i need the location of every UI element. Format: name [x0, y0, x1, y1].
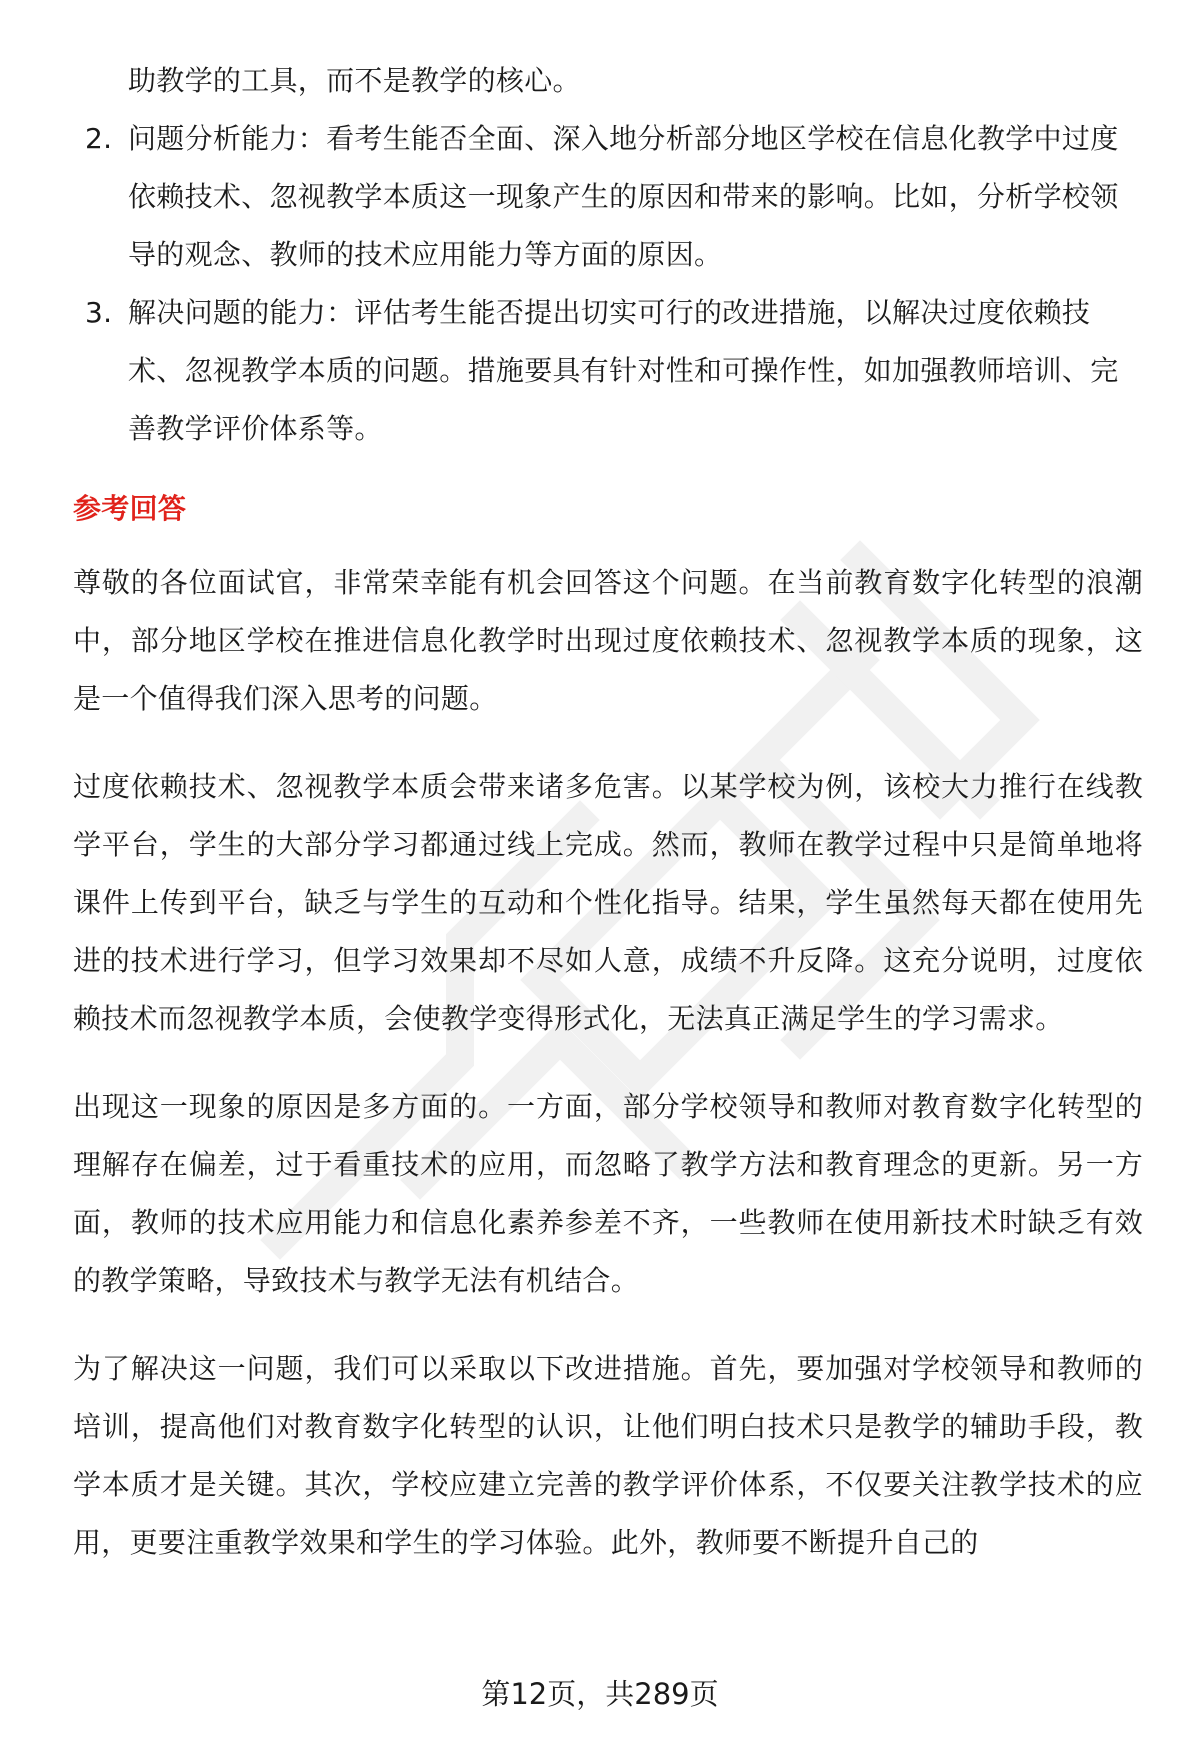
list-item-text: 解决问题的能力：评估考生能否提出切实可行的改进措施，以解决过度依赖技术、忽视教学本质的问题。措施要具有针对性和可操作性，如加强教师培训、完善教学评价体系等。 [128, 296, 1119, 445]
list-continuation: 助教学的工具，而不是教学的核心。 [128, 64, 581, 97]
page-number-footer: 第12页，共289页 [481, 1677, 719, 1711]
document-body [73, 52, 1143, 1602]
paragraph: 尊敬的各位面试官，非常荣幸能有机会回答这个问题。在当前教育数字化转型的浪潮中，部分地区学校在推进信息化教学时出现过度依赖技术、忽视教学本质的现象，这是一个值得我们深入思考的问题。 [73, 566, 1143, 715]
list-item-number: 2. [85, 122, 113, 155]
paragraph: 为了解决这一问题，我们可以采取以下改进措施。首先，要加强对学校领导和教师的培训，提高他们对教育数字化转型的认识，让他们明白技术只是教学的辅助手段，教学本质才是关键。其次，学校应建立完善的教学评价体系，不仅要关注教学技术的应用，更要注重教学效果和学生的学习体验。此外，教师要不断提升自己的 [73, 1352, 1143, 1559]
paragraph: 过度依赖技术、忽视教学本质会带来诸多危害。以某学校为例，该校大力推行在线教学平台，学生的大部分学习都通过线上完成。然而，教师在教学过程中只是简单地将课件上传到平台，缺乏与学生的互动和个性化指导。结果，学生虽然每天都在使用先进的技术进行学习，但学习效果却不尽如人意，成绩不升反降。这充分说明，过度依赖技术而忽视教学本质，会使教学变得形式化，无法真正满足学生的学习需求。 [73, 770, 1143, 1035]
paragraph: 出现这一现象的原因是多方面的。一方面，部分学校领导和教师对教育数字化转型的理解存在偏差，过于看重技术的应用，而忽略了教学方法和教育理念的更新。另一方面，教师的技术应用能力和信息化素养参差不齐，一些教师在使用新技术时缺乏有效的教学策略，导致技术与教学无法有机结合。 [73, 1090, 1143, 1297]
section-title-reference-answer: 参考回答 [73, 492, 187, 525]
list-item-text: 问题分析能力：看考生能否全面、深入地分析部分地区学校在信息化教学中过度依赖技术、忽视教学本质这一现象产生的原因和带来的影响。比如，分析学校领导的观念、教师的技术应用能力等方面的原因。 [128, 122, 1119, 271]
list-item [73, 110, 1143, 284]
list-item [73, 284, 1143, 458]
list-item-number: 3. [85, 296, 113, 329]
